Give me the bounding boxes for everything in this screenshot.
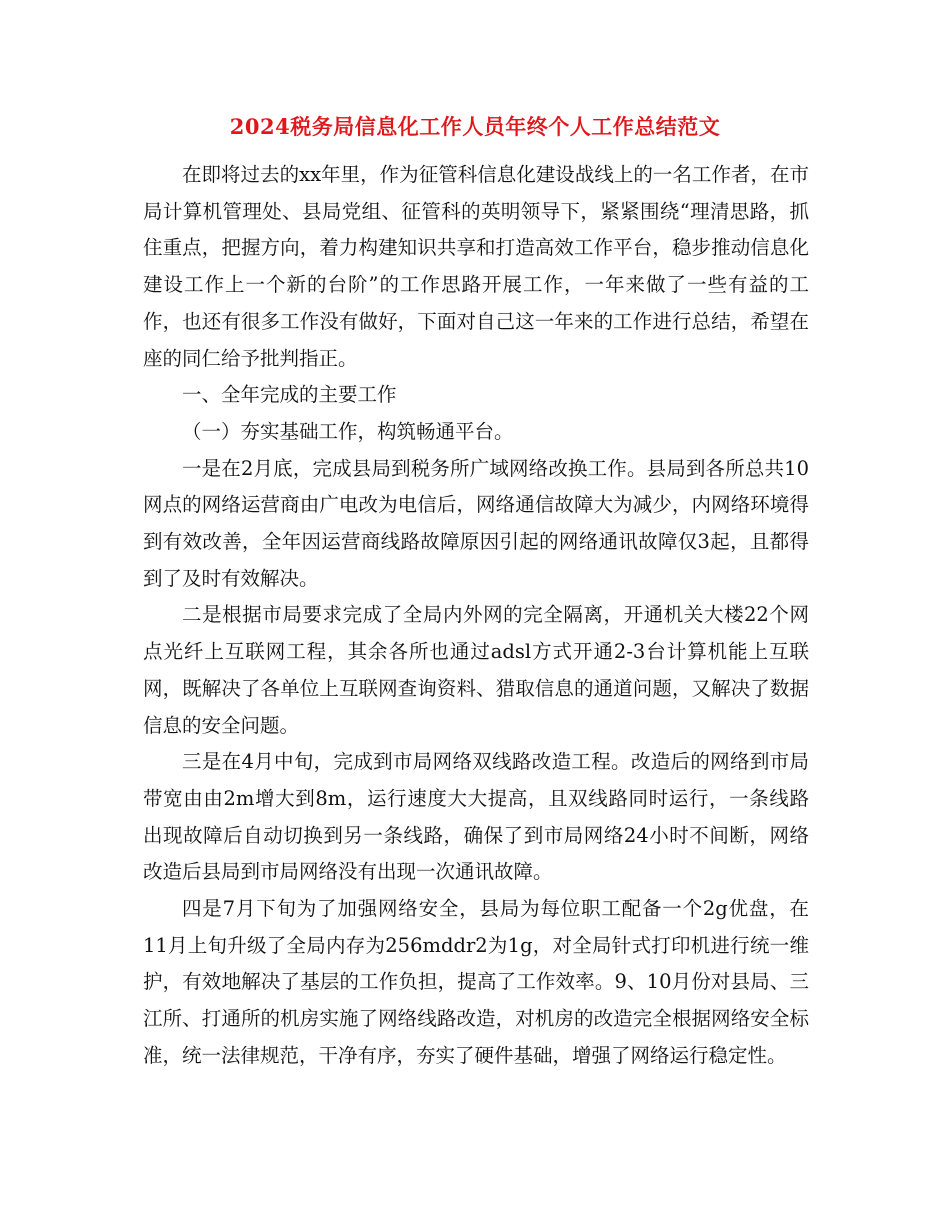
subsection-heading: （一）夯实基础工作，构筑畅通平台。: [182, 419, 514, 443]
paragraph-item-2: 二是根据市局要求完成了全局内外网的完全隔离，开通机关大楼22个网点光纤上互联网工程，其余各所也通过adsl方式开通2-3台计算机能上互联网，既解决了各单位上互联网查询资料、猎取信息的通道问题，又解决了数据信息的安全问题。: [143, 603, 809, 737]
document-title: 2024税务局信息化工作人员年终个人工作总结范文: [229, 114, 721, 139]
paragraph-item-3: 三是在4月中旬，完成到市局网络双线路改造工程。改造后的网络到市局带宽由由2m增大到8m，运行速度大大提高，且双线路同时运行，一条线路出现故障后自动切换到另一条线路，确保了到市局网络24小时不间断，网络改造后县局到市局网络没有出现一次通讯故障。: [143, 750, 809, 884]
paragraph-intro: 在即将过去的xx年里，作为征管科信息化建设战线上的一名工作者，在市局计算机管理处、县局党组、征管科的英明领导下，紧紧围绕“理清思路，抓住重点，把握方向，着力构建知识共享和打造高效工作平台，稳步推动信息化建设工作上一个新的台阶”的工作思路开展工作，一年来做了一些有益的工作，也还有很多工作没有做好，下面对自己这一年来的工作进行总结，希望在座的同仁给予批判指正。: [143, 163, 809, 370]
paragraph-item-4: 四是7月下旬为了加强网络安全，县局为每位职工配备一个2g优盘，在11月上旬升级了全局内存为256mddr2为1g，对全局针式打印机进行统一维护，有效地解决了基层的工作负担，提高了工作效率。9、10月份对县局、三江所、打通所的机房实施了网络线路改造，对机房的改造完全根据网络安全标准，统一法律规范，干净有序，夯实了硬件基础，增强了网络运行稳定性。: [143, 897, 809, 1067]
document-body: [143, 157, 809, 1075]
paragraph-item-1: 一是在2月底，完成县局到税务所广域网络改换工作。县局到各所总共10网点的网络运营商由广电改为电信后，网络通信故障大为减少，内网络环境得到有效改善，全年因运营商线路故障原因引起的网络通讯故障仅3起，且都得到了及时有效解决。: [143, 456, 809, 590]
section-heading: 一、全年完成的主要工作: [182, 383, 397, 407]
